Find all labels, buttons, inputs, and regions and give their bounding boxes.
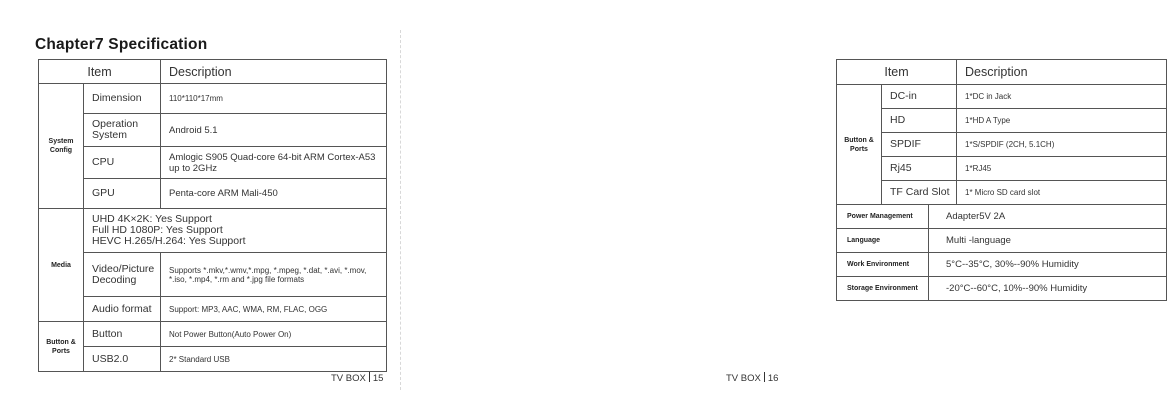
table-row bbox=[837, 133, 1167, 157]
support-line: Full HD 1080P: Yes Support bbox=[92, 224, 223, 236]
group-media: Media bbox=[39, 209, 84, 322]
group-system-config: System Config bbox=[39, 84, 84, 209]
row-value: Penta-core ARM Mali-450 bbox=[161, 179, 387, 209]
table-row bbox=[39, 253, 387, 297]
table-row bbox=[837, 229, 1167, 253]
spec-table-right bbox=[836, 59, 1167, 301]
table-row bbox=[837, 109, 1167, 133]
row-value: Android 5.1 bbox=[161, 114, 387, 147]
row-name: DC-in bbox=[882, 85, 957, 109]
support-line: HEVC H.265/H.264: Yes Support bbox=[92, 235, 246, 247]
row-value: Not Power Button(Auto Power On) bbox=[161, 322, 387, 347]
table-row bbox=[39, 179, 387, 209]
table-row bbox=[39, 209, 387, 253]
row-name: Button bbox=[84, 322, 161, 347]
table-header-row bbox=[837, 60, 1167, 85]
row-name: Audio format bbox=[84, 297, 161, 322]
header-item: Item bbox=[39, 60, 161, 84]
env-value: 5°C--35°C, 30%--90% Humidity bbox=[929, 253, 1167, 277]
support-line: UHD 4K×2K: Yes Support bbox=[92, 213, 212, 225]
footer-separator bbox=[764, 372, 765, 382]
footer-separator bbox=[369, 372, 370, 382]
row-name: HD bbox=[882, 109, 957, 133]
table-row bbox=[837, 253, 1167, 277]
footer-label: TV BOX bbox=[726, 373, 761, 384]
env-name: Work Environment bbox=[837, 253, 929, 277]
row-name: Operation System bbox=[84, 114, 161, 147]
header-description: Description bbox=[161, 60, 387, 84]
table-row bbox=[39, 114, 387, 147]
media-support-lines bbox=[84, 209, 387, 253]
row-name: Rj45 bbox=[882, 157, 957, 181]
table-row bbox=[39, 297, 387, 322]
header-item: Item bbox=[837, 60, 957, 85]
left-page bbox=[0, 0, 400, 413]
table-row bbox=[39, 347, 387, 372]
row-name: CPU bbox=[84, 147, 161, 179]
row-value: 110*110*17mm bbox=[161, 84, 387, 114]
table-row bbox=[837, 205, 1167, 229]
env-value: Adapter5V 2A bbox=[929, 205, 1167, 229]
page-number: 15 bbox=[372, 373, 384, 384]
row-value: 2* Standard USB bbox=[161, 347, 387, 372]
table-header-row bbox=[39, 60, 387, 84]
row-name: USB2.0 bbox=[84, 347, 161, 372]
env-value: -20°C--60°C, 10%--90% Humidity bbox=[929, 277, 1167, 301]
row-value: Supports *.mkv,*.wmv,*.mpg, *.mpeg, *.dat, *.avi, *.mov, *.iso, *.mp4, *.rm and *.jpg file formats bbox=[161, 253, 387, 297]
row-value: Support: MP3, AAC, WMA, RM, FLAC, OGG bbox=[161, 297, 387, 322]
table-row bbox=[39, 147, 387, 179]
env-name: Power Management bbox=[837, 205, 929, 229]
row-value: 1*RJ45 bbox=[957, 157, 1167, 181]
table-row bbox=[39, 84, 387, 114]
row-name: Dimension bbox=[84, 84, 161, 114]
header-description: Description bbox=[957, 60, 1167, 85]
table-row bbox=[39, 322, 387, 347]
row-value: 1*HD A Type bbox=[957, 109, 1167, 133]
group-button-ports: Button & Ports bbox=[39, 322, 84, 372]
row-value: Amlogic S905 Quad-core 64-bit ARM Cortex-A53 up to 2GHz bbox=[161, 147, 387, 179]
table-row bbox=[837, 157, 1167, 181]
env-name: Language bbox=[837, 229, 929, 253]
row-name: TF Card Slot bbox=[882, 181, 957, 205]
row-value: 1*DC in Jack bbox=[957, 85, 1167, 109]
env-name: Storage Environment bbox=[837, 277, 929, 301]
row-name: SPDIF bbox=[882, 133, 957, 157]
right-page bbox=[400, 0, 1088, 413]
chapter-title: Chapter7 Specification bbox=[35, 36, 208, 53]
footer-label: TV BOX bbox=[331, 373, 366, 384]
table-row bbox=[837, 277, 1167, 301]
env-value: Multi -language bbox=[929, 229, 1167, 253]
spec-table-left bbox=[38, 59, 387, 372]
table-row bbox=[837, 85, 1167, 109]
group-button-ports: Button & Ports bbox=[837, 85, 882, 205]
row-name: Video/Picture Decoding bbox=[84, 253, 161, 297]
table-row bbox=[837, 181, 1167, 205]
row-value: 1*S/SPDIF (2CH, 5.1CH) bbox=[957, 133, 1167, 157]
row-value: 1* Micro SD card slot bbox=[957, 181, 1167, 205]
page-number: 16 bbox=[767, 373, 779, 384]
page-footer bbox=[726, 372, 778, 384]
page-footer bbox=[331, 372, 383, 384]
row-name: GPU bbox=[84, 179, 161, 209]
